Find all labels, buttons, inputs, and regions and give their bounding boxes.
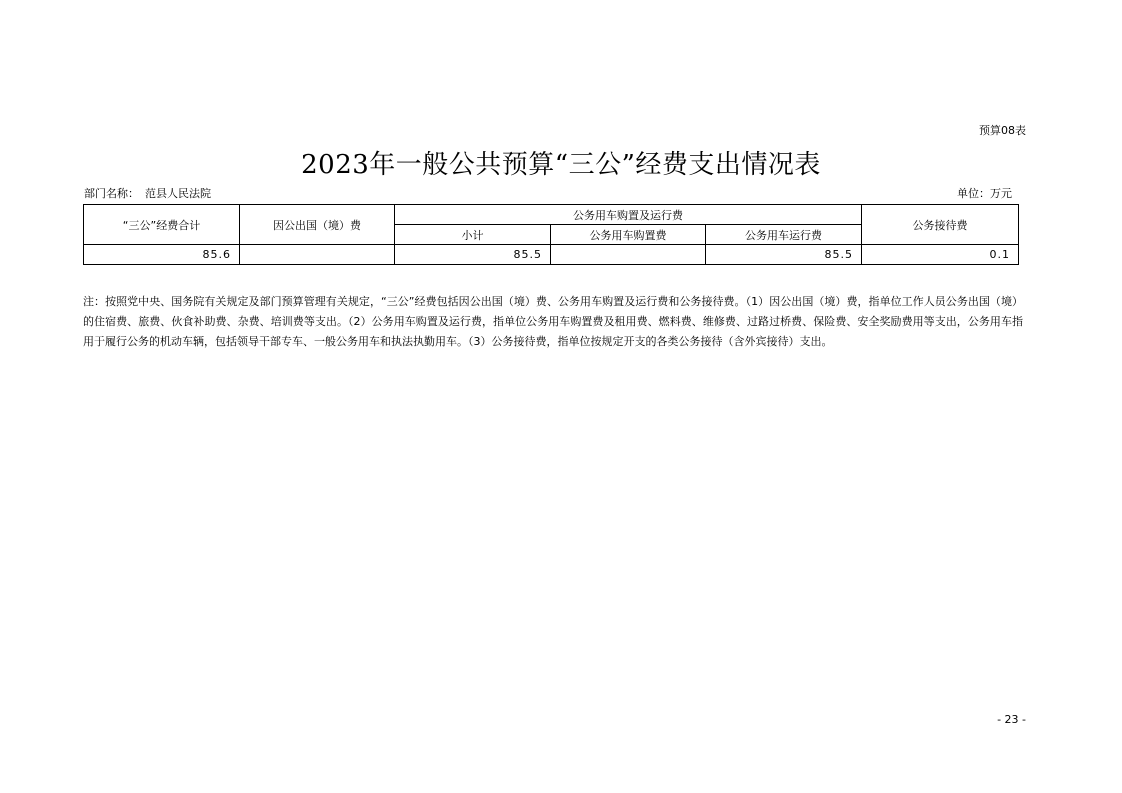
department-line — [84, 185, 211, 201]
cell-total: 85.6 — [84, 245, 240, 265]
cell-subtotal: 85.5 — [395, 245, 551, 265]
header-abroad: 因公出国（境）费 — [240, 205, 395, 245]
page-title: 2023年一般公共预算“三公”经费支出情况表 — [301, 150, 821, 180]
table-header-row-1 — [84, 205, 1019, 225]
header-subtotal: 小计 — [395, 225, 551, 245]
unit-label: 单位：万元 — [957, 187, 1012, 200]
header-operation: 公务用车运行费 — [706, 225, 862, 245]
table-row — [84, 245, 1019, 265]
header-purchase: 公务用车购置费 — [551, 225, 706, 245]
table-number: 预算08表 — [979, 124, 1026, 137]
header-vehicle-group: 公务用车购置及运行费 — [395, 205, 862, 225]
page-number: - 23 - — [997, 713, 1026, 726]
cell-operation: 85.5 — [706, 245, 862, 265]
cell-abroad — [240, 245, 395, 265]
header-reception: 公务接待费 — [862, 205, 1019, 245]
footnote: 注：按照党中央、国务院有关规定及部门预算管理有关规定，“三公”经费包括因公出国（境）费、公务用车购置及运行费和公务接待费。（1）因公出国（境）费，指单位工作人员公务出国（境）的住宿费、旅费、伙食补助费、杂费、培训费等支出。（2）公务用车购置及运行费，指单位公务用车购置费及租用费、燃料费、维修费、过路过桥费、保险费、安全奖励费用等支出，公务用车指用于履行公务的机动车辆，包括领导干部专车、一般公务用车和执法执勤用车。（3）公务接待费，指单位按规定开支的各类公务接待（含外宾接待）支出。 — [83, 295, 1023, 348]
department-name: 范县人民法院 — [145, 187, 211, 200]
header-total: “三公”经费合计 — [84, 205, 240, 245]
budget-table — [83, 204, 1019, 265]
department-label: 部门名称： — [84, 187, 139, 200]
cell-reception: 0.1 — [862, 245, 1019, 265]
cell-purchase — [551, 245, 706, 265]
